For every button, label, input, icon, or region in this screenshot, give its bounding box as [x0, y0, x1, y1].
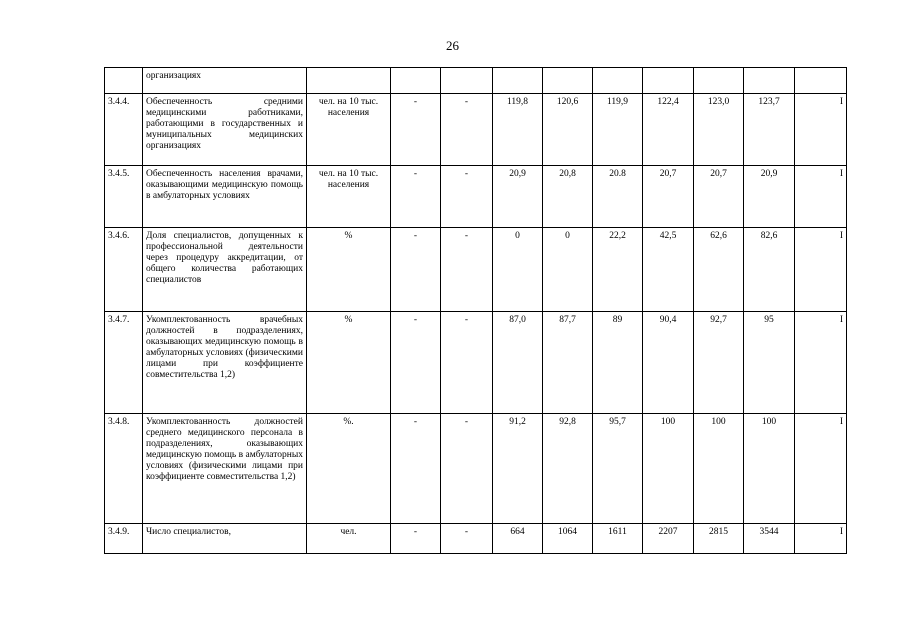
table-row [105, 414, 847, 524]
value-cell: 100 [643, 414, 694, 524]
value-cell: 90,4 [643, 312, 694, 414]
unit-cell: %. [307, 414, 391, 524]
source-cell: I [795, 228, 847, 312]
indicator-name: организациях [143, 68, 307, 94]
row-number [105, 68, 143, 94]
value-cell: 42,5 [643, 228, 694, 312]
unit-cell: чел. [307, 524, 391, 554]
value-cell: - [441, 94, 493, 166]
indicator-table [104, 67, 847, 554]
unit-cell: чел. на 10 тыс. населения [307, 166, 391, 228]
table-row [105, 312, 847, 414]
unit-cell: % [307, 228, 391, 312]
value-cell [643, 68, 694, 94]
value-cell [593, 68, 643, 94]
indicator-name: Укомплектованность должностей среднего медицинского персонала в подразделениях, оказывающих медицинскую помощь в амбулаторных условиях (физическими лицами при коэффициенте совместительства 1,2) [143, 414, 307, 524]
table-row [105, 524, 847, 554]
value-cell: 0 [493, 228, 543, 312]
indicator-name: Обеспеченность средними медицинскими работниками, работающими в государственных и муниципальных медицинских организациях [143, 94, 307, 166]
source-cell: I [795, 312, 847, 414]
row-number: 3.4.7. [105, 312, 143, 414]
row-number: 3.4.8. [105, 414, 143, 524]
value-cell: - [391, 312, 441, 414]
value-cell: 89 [593, 312, 643, 414]
value-cell: 62,6 [694, 228, 744, 312]
value-cell: - [391, 524, 441, 554]
value-cell: 3544 [744, 524, 795, 554]
table-row [105, 166, 847, 228]
value-cell: - [441, 228, 493, 312]
value-cell: 92,7 [694, 312, 744, 414]
value-cell: 1611 [593, 524, 643, 554]
table-row [105, 94, 847, 166]
indicator-name: Доля специалистов, допущенных к профессиональной деятельности через процедуру аккредитации, от общего количества работающих специалистов [143, 228, 307, 312]
value-cell: 22,2 [593, 228, 643, 312]
value-cell: 20,7 [694, 166, 744, 228]
value-cell: - [391, 166, 441, 228]
row-number: 3.4.6. [105, 228, 143, 312]
indicator-name: Число специалистов, [143, 524, 307, 554]
source-cell: I [795, 414, 847, 524]
value-cell: 92,8 [543, 414, 593, 524]
value-cell: 119,8 [493, 94, 543, 166]
value-cell: - [441, 414, 493, 524]
value-cell: - [391, 228, 441, 312]
value-cell: 20,9 [493, 166, 543, 228]
source-cell: I [795, 94, 847, 166]
value-cell [493, 68, 543, 94]
value-cell: - [391, 94, 441, 166]
table-row [105, 228, 847, 312]
value-cell: 0 [543, 228, 593, 312]
value-cell [391, 68, 441, 94]
source-cell: I [795, 166, 847, 228]
value-cell: 87,7 [543, 312, 593, 414]
unit-cell: % [307, 312, 391, 414]
value-cell: 664 [493, 524, 543, 554]
source-cell: I [795, 524, 847, 554]
value-cell: - [441, 312, 493, 414]
row-number: 3.4.4. [105, 94, 143, 166]
value-cell: 100 [744, 414, 795, 524]
unit-cell: чел. на 10 тыс. населения [307, 94, 391, 166]
value-cell: - [441, 166, 493, 228]
value-cell: 20,9 [744, 166, 795, 228]
page-number: 26 [446, 38, 459, 53]
value-cell: 91,2 [493, 414, 543, 524]
value-cell: 1064 [543, 524, 593, 554]
value-cell: 123,0 [694, 94, 744, 166]
value-cell: - [391, 414, 441, 524]
value-cell: 87,0 [493, 312, 543, 414]
table-row [105, 68, 847, 94]
value-cell [543, 68, 593, 94]
value-cell: 2207 [643, 524, 694, 554]
source-cell [795, 68, 847, 94]
value-cell: 2815 [694, 524, 744, 554]
value-cell [744, 68, 795, 94]
value-cell: 120,6 [543, 94, 593, 166]
row-number: 3.4.9. [105, 524, 143, 554]
indicator-name: Укомплектованность врачебных должностей в подразделениях, оказывающих медицинскую помощь в амбулаторных условиях (физическими лицами при коэффициенте совместительства 1,2) [143, 312, 307, 414]
unit-cell [307, 68, 391, 94]
value-cell: 20,7 [643, 166, 694, 228]
value-cell: 95 [744, 312, 795, 414]
value-cell: 95,7 [593, 414, 643, 524]
value-cell: 82,6 [744, 228, 795, 312]
value-cell: 20.8 [593, 166, 643, 228]
value-cell [694, 68, 744, 94]
row-number: 3.4.5. [105, 166, 143, 228]
value-cell: 123,7 [744, 94, 795, 166]
value-cell: 119,9 [593, 94, 643, 166]
indicator-name: Обеспеченность населения врачами, оказывающими медицинскую помощь в амбулаторных условиях [143, 166, 307, 228]
value-cell: 122,4 [643, 94, 694, 166]
value-cell [441, 68, 493, 94]
value-cell: 100 [694, 414, 744, 524]
value-cell: 20,8 [543, 166, 593, 228]
value-cell: - [441, 524, 493, 554]
